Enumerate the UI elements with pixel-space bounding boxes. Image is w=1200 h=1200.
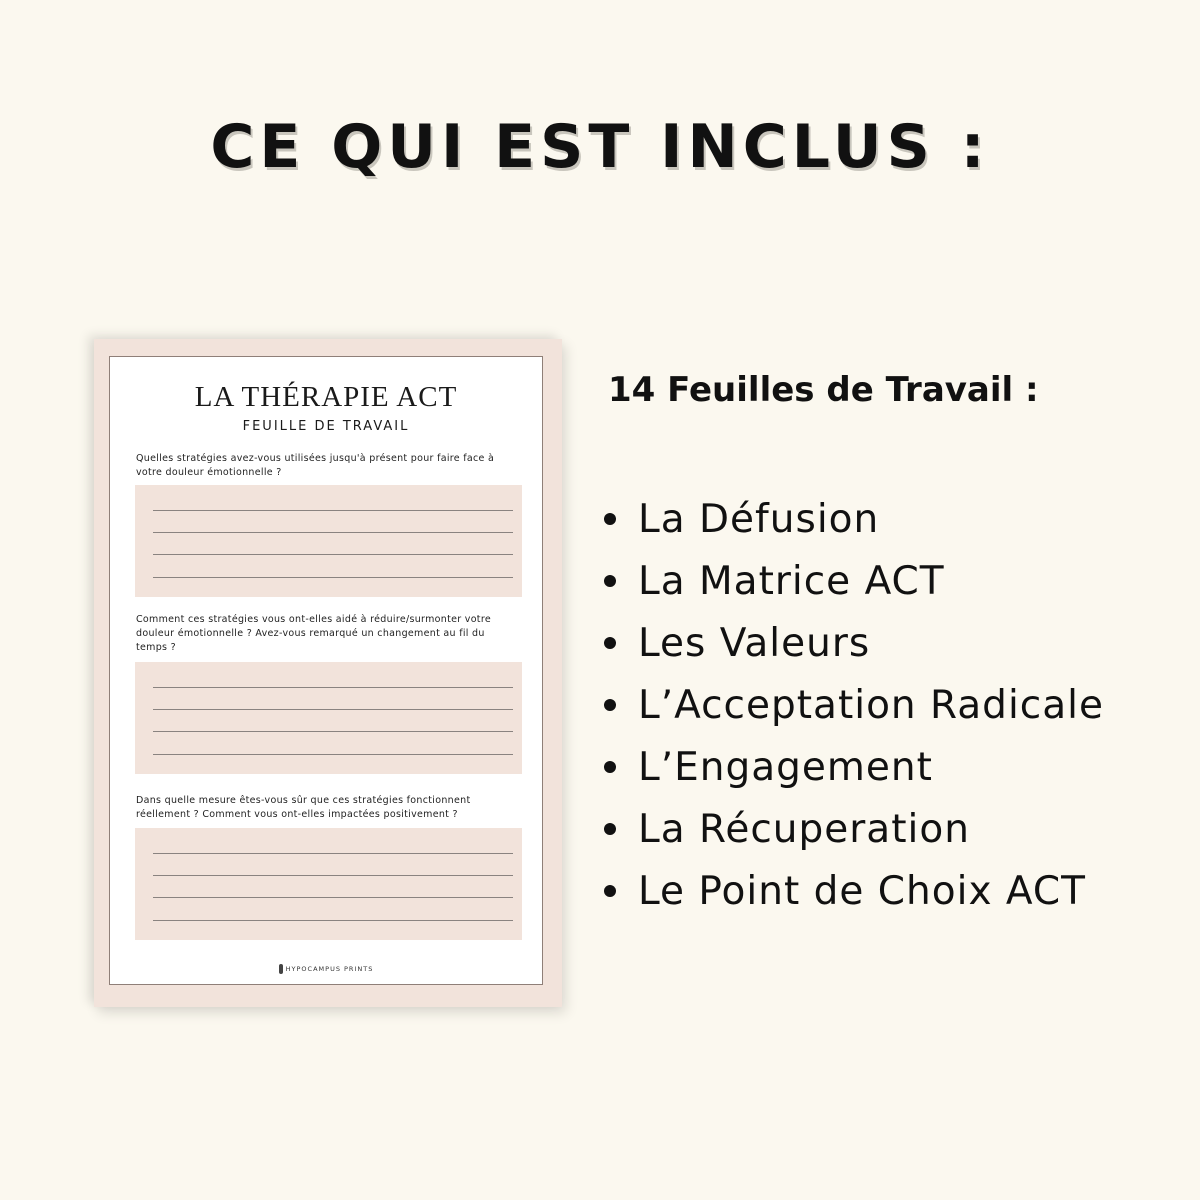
list-item-label: L’Acceptation Radicale [638, 682, 1104, 728]
answer-line [153, 754, 513, 755]
list-item-label: La Défusion [638, 496, 880, 542]
included-list [604, 488, 1104, 922]
list-item [604, 550, 1104, 612]
answer-line [153, 554, 513, 555]
bullet-icon [604, 823, 616, 835]
bullet-icon [604, 761, 616, 773]
bullet-icon [604, 699, 616, 711]
answer-line [153, 731, 513, 732]
list-item [604, 612, 1104, 674]
list-item [604, 674, 1104, 736]
page-title: CE QUI EST INCLUS : [210, 112, 990, 182]
brand-name: HYPOCAMPUS PRINTS [285, 965, 374, 973]
answer-line [153, 577, 513, 578]
answer-line [153, 853, 513, 854]
answer-line [153, 920, 513, 921]
list-item-label: Le Point de Choix ACT [638, 868, 1086, 914]
bullet-icon [604, 637, 616, 649]
worksheet-page [109, 356, 543, 985]
answer-line [153, 709, 513, 710]
bullet-icon [604, 513, 616, 525]
answer-line [153, 875, 513, 876]
answer-box [135, 662, 522, 774]
worksheet-title: LA THÉRAPIE ACT [194, 381, 458, 413]
list-item-label: La Récuperation [638, 806, 970, 852]
worksheet-question: Quelles stratégies avez-vous utilisées jusqu'à présent pour faire face à votre douleur émotionnelle ? [136, 453, 495, 478]
worksheet-preview [94, 339, 562, 1007]
brand-logo [110, 964, 542, 974]
answer-line [153, 510, 513, 511]
answer-line [153, 532, 513, 533]
list-item [604, 860, 1104, 922]
bullet-icon [604, 575, 616, 587]
worksheet-question: Dans quelle mesure êtes-vous sûr que ces stratégies fonctionnent réellement ? Comment vous ont-elles impactées positivement ? [136, 795, 471, 820]
answer-box [135, 828, 522, 940]
answer-line [153, 897, 513, 898]
list-item-label: La Matrice ACT [638, 558, 945, 604]
list-item [604, 736, 1104, 798]
bullet-icon [604, 885, 616, 897]
list-item-label: L’Engagement [638, 744, 933, 790]
answer-box [135, 485, 522, 597]
list-item [604, 798, 1104, 860]
worksheet-question: Comment ces stratégies vous ont-elles aidé à réduire/surmonter votre douleur émotionnelle ? Avez-vous remarqué un changement au fil du temps ? [136, 614, 491, 653]
list-item-label: Les Valeurs [638, 620, 871, 666]
answer-line [153, 687, 513, 688]
worksheet-subtitle: FEUILLE DE TRAVAIL [242, 419, 410, 434]
list-item [604, 488, 1104, 550]
seahorse-icon [279, 964, 283, 974]
included-heading: 14 Feuilles de Travail : [608, 370, 1039, 410]
